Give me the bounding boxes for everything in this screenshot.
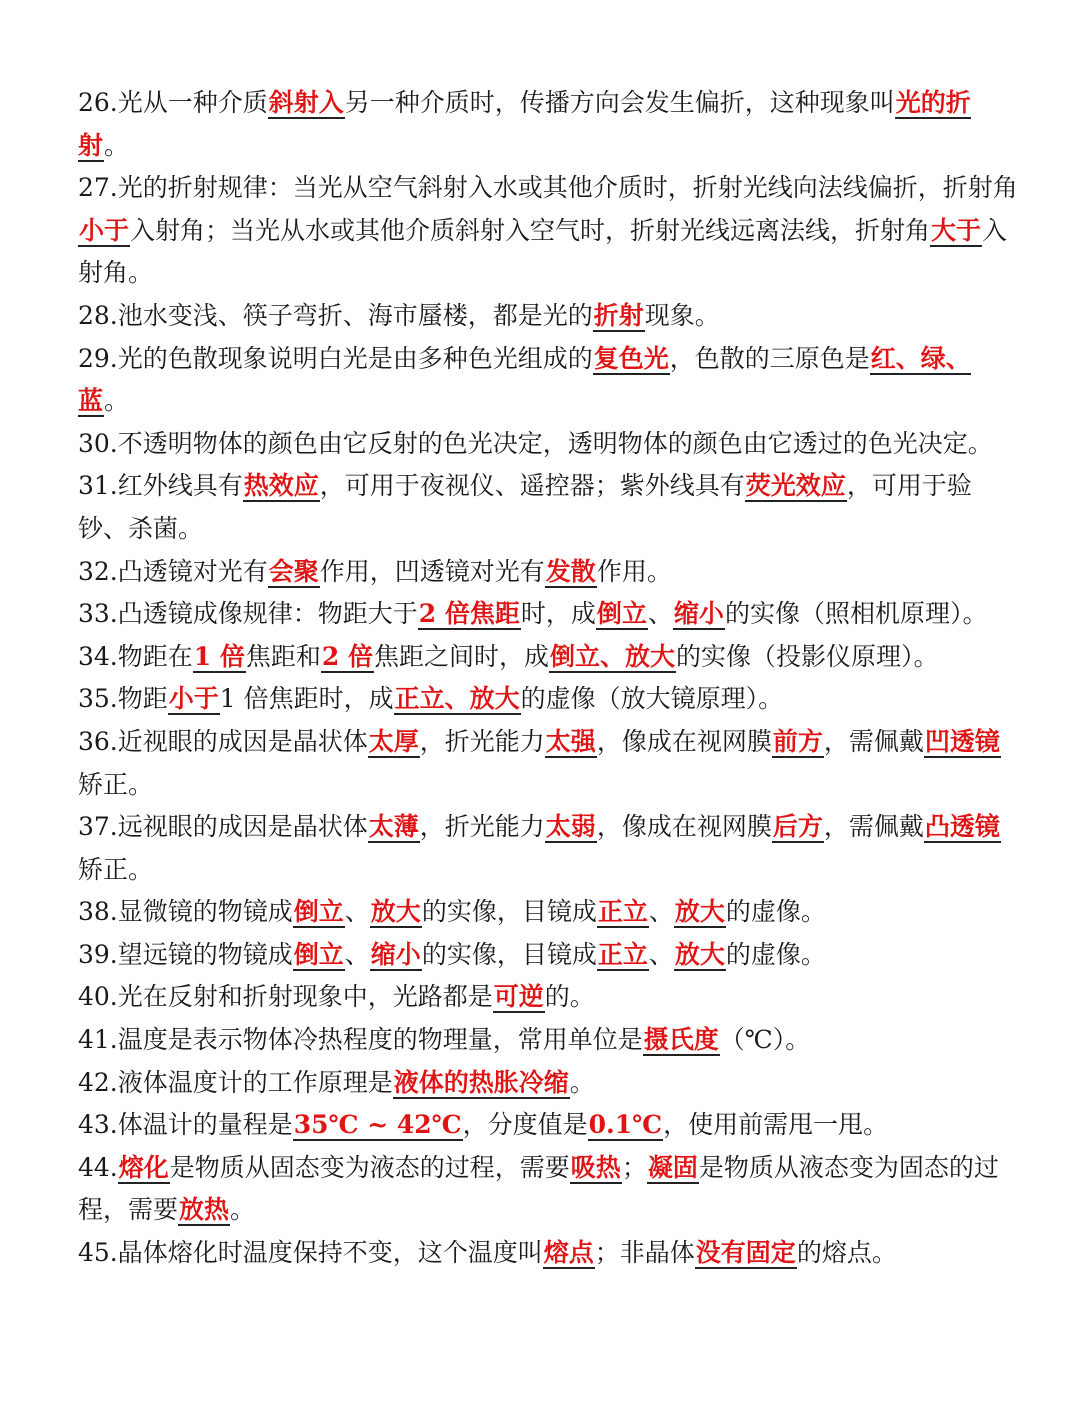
item-text: 37.远视眼的成因是晶状体: [78, 812, 368, 842]
answer-blank: 放热: [179, 1195, 230, 1225]
answer-blank: 2 倍焦距: [418, 599, 520, 629]
answer-blank: 凸透镜: [924, 812, 1000, 842]
answer-blank: 大于: [931, 215, 982, 245]
answer-blank: 斜射入: [268, 88, 344, 117]
answer-blank: 正立: [597, 897, 648, 927]
item-text: 矫正。: [78, 769, 154, 799]
knowledge-item-40: [78, 976, 1020, 1019]
answer-blank: 太厚: [368, 726, 419, 756]
item-text: 26.光从一种介质: [78, 88, 268, 117]
knowledge-item-31: [78, 465, 1020, 550]
answer-blank: 后方: [772, 812, 823, 842]
item-text: ，折光能力: [419, 812, 545, 842]
item-text: 、: [344, 939, 370, 969]
knowledge-list: [78, 82, 1020, 1275]
answer-blank: 太强: [545, 726, 596, 756]
item-text: 的实像（照相机原理）。: [724, 599, 988, 629]
item-text: ，可用于夜视仪、遥控器；紫外线具有: [319, 471, 745, 501]
answer-blank: 凝固: [647, 1152, 698, 1182]
knowledge-item-30: [78, 423, 1020, 466]
answer-blank: 液体的热胀冷缩: [393, 1067, 569, 1097]
knowledge-item-35: [78, 678, 1020, 721]
item-text: 32.凸透镜对光有: [78, 556, 268, 586]
answer-blank: 1 倍: [193, 641, 245, 671]
answer-blank: 熔点: [543, 1238, 594, 1268]
item-text: 是物质从液态变为固态的过程，需要: [78, 1152, 999, 1225]
item-text: 、: [648, 939, 674, 969]
answer-blank: 正立: [597, 939, 648, 969]
item-text: 入射角。: [78, 215, 1008, 288]
item-text: 是物质从固态变为液态的过程，需要: [169, 1152, 570, 1182]
answer-blank: 放大: [674, 897, 725, 927]
item-text: 。: [569, 1067, 595, 1097]
knowledge-item-43: [78, 1104, 1020, 1147]
answer-blank: 缩小: [370, 939, 421, 969]
answer-blank: 太薄: [368, 812, 419, 842]
answer-blank: 0.1℃: [588, 1110, 663, 1140]
knowledge-item-27: [78, 167, 1020, 295]
item-text: ，需佩戴: [823, 726, 924, 756]
item-text: ，像成在视网膜: [596, 812, 772, 842]
item-text: 30.不透明物体的颜色由它反射的色光决定，透明物体的颜色由它透过的色光决定。: [78, 428, 993, 458]
item-text: 、: [648, 897, 674, 927]
answer-blank: 小于: [79, 215, 130, 245]
answer-blank: 小于: [168, 684, 219, 714]
item-text: 45.晶体熔化时温度保持不变，这个温度叫: [78, 1238, 543, 1268]
item-text: 现象。: [644, 300, 720, 330]
item-text: 作用。: [596, 556, 672, 586]
item-text: 矫正。: [78, 854, 154, 884]
answer-blank: 会聚: [268, 556, 319, 586]
answer-blank: 倒立: [596, 599, 647, 629]
item-text: 。: [104, 130, 130, 160]
item-text: ，像成在视网膜: [596, 726, 772, 756]
answer-blank: 发散: [545, 556, 596, 586]
knowledge-item-28: [78, 295, 1020, 338]
answer-blank: 光的折射: [78, 88, 971, 160]
item-text: 作用，凹透镜对光有: [319, 556, 545, 586]
item-text: 34.物距在: [78, 641, 193, 671]
item-text: 、: [344, 897, 370, 927]
knowledge-item-38: [78, 891, 1020, 934]
item-text: 42.液体温度计的工作原理是: [78, 1067, 393, 1097]
item-text: ；非晶体: [594, 1238, 695, 1268]
item-text: 41.温度是表示物体冷热程度的物理量，常用单位是: [78, 1025, 643, 1055]
item-text: 的实像（投影仪原理）。: [676, 641, 939, 671]
item-text: 35.物距: [78, 684, 168, 714]
item-text: 43.体温计的量程是: [78, 1110, 293, 1140]
answer-blank: 2 倍: [321, 641, 373, 671]
item-text: ，折光能力: [419, 726, 545, 756]
answer-blank: 太弱: [545, 812, 596, 842]
item-text: 33.凸透镜成像规律：物距大于: [78, 599, 418, 629]
answer-blank: 吸热: [570, 1152, 621, 1182]
item-text: 36.近视眼的成因是晶状体: [78, 726, 368, 756]
knowledge-item-33: [78, 593, 1020, 636]
knowledge-item-45: [78, 1232, 1020, 1275]
item-text: 。: [230, 1195, 256, 1225]
answer-blank: 35℃ ~ 42℃: [293, 1110, 462, 1140]
item-text: ；: [621, 1152, 647, 1182]
answer-blank: 可逆: [493, 982, 544, 1012]
item-text: ，可用于验钞、杀菌。: [78, 471, 972, 543]
item-text: ，需佩戴: [823, 812, 924, 842]
item-text: 的实像，目镜成: [421, 897, 597, 927]
item-text: 40.光在反射和折射现象中，光路都是: [78, 982, 493, 1012]
knowledge-item-34: [78, 636, 1020, 679]
knowledge-item-42: [78, 1062, 1020, 1105]
knowledge-item-26: [78, 82, 1020, 167]
item-text: 的。: [544, 982, 595, 1012]
item-text: 39.望远镜的物镜成: [78, 939, 293, 969]
answer-blank: 折射: [593, 300, 644, 330]
item-text: 的虚像（放大镜原理）。: [520, 684, 784, 714]
item-text: （℃）。: [719, 1025, 811, 1055]
answer-blank: 倒立: [293, 897, 344, 927]
answer-blank: 摄氏度: [643, 1025, 719, 1055]
item-text: 1 倍焦距时，成: [219, 684, 394, 714]
item-text: 另一种介质时，传播方向会发生偏折，这种现象叫: [344, 88, 895, 117]
item-text: 焦距和: [245, 641, 321, 671]
answer-blank: 荧光效应: [745, 471, 846, 501]
knowledge-item-41: [78, 1019, 1020, 1062]
item-text: 焦距之间时，成: [374, 641, 550, 671]
item-text: ，分度值是: [462, 1110, 588, 1140]
knowledge-item-32: [78, 551, 1020, 594]
answer-blank: 没有固定: [695, 1238, 796, 1268]
answer-blank: 熔化: [118, 1152, 169, 1182]
answer-blank: 放大: [370, 897, 421, 927]
answer-blank: 前方: [772, 726, 823, 756]
answer-blank: 倒立、放大: [550, 641, 676, 671]
answer-blank: 缩小: [673, 599, 724, 629]
knowledge-item-44: [78, 1147, 1020, 1232]
answer-blank: 倒立: [293, 939, 344, 969]
item-text: 28.池水变浅、筷子弯折、海市蜃楼，都是光的: [78, 300, 593, 330]
item-text: 时，成: [520, 599, 596, 629]
answer-blank: 红、绿、蓝: [78, 343, 971, 416]
item-text: ，使用前需甩一甩。: [663, 1110, 889, 1140]
knowledge-item-29: [78, 338, 1020, 423]
item-text: 的熔点。: [796, 1238, 897, 1268]
item-text: ，色散的三原色是: [669, 343, 870, 373]
item-text: 38.显微镜的物镜成: [78, 897, 293, 927]
answer-blank: 正立、放大: [394, 684, 520, 714]
item-text: 29.光的色散现象说明白光是由多种色光组成的: [78, 343, 593, 373]
knowledge-item-36: [78, 721, 1020, 806]
answer-blank: 复色光: [593, 343, 669, 373]
item-text: 。: [104, 386, 130, 416]
knowledge-item-39: [78, 934, 1020, 977]
item-text: 、: [647, 599, 673, 629]
item-text: 44.: [78, 1152, 118, 1182]
item-text: 的虚像。: [725, 939, 826, 969]
knowledge-item-37: [78, 806, 1020, 891]
item-text: 的实像，目镜成: [421, 939, 597, 969]
item-text: 31.红外线具有: [78, 471, 243, 501]
item-text: 的虚像。: [725, 897, 826, 927]
item-text: 入射角；当光从水或其他介质斜射入空气时，折射光线远离法线，折射角: [130, 215, 931, 245]
answer-blank: 凹透镜: [924, 726, 1000, 756]
item-text: 27.光的折射规律：当光从空气斜射入水或其他介质时，折射光线向法线偏折，折射角: [78, 173, 1018, 203]
answer-blank: 热效应: [243, 471, 319, 501]
answer-blank: 放大: [674, 939, 725, 969]
